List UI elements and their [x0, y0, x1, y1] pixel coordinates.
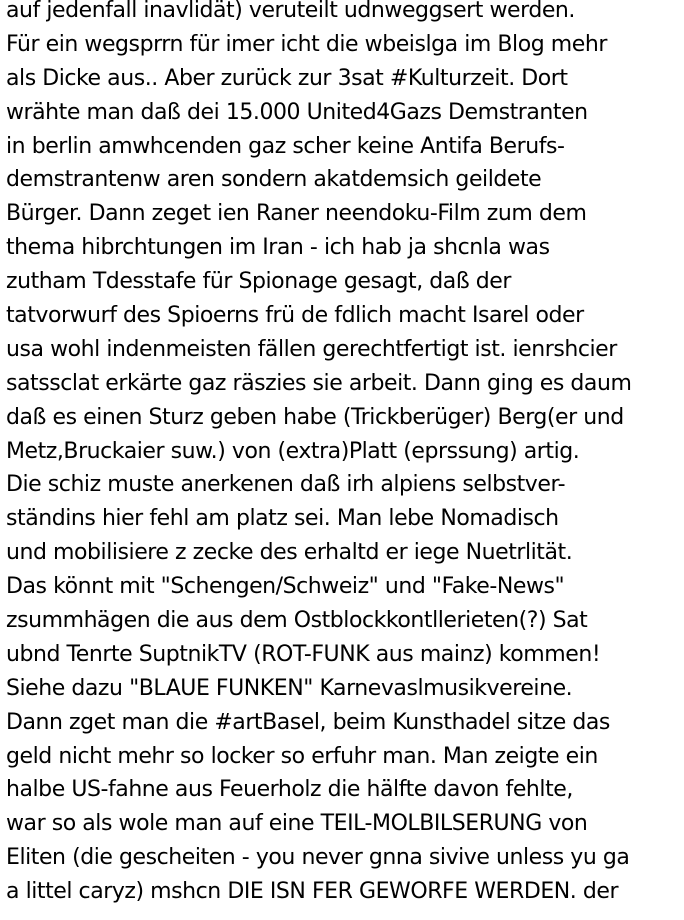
- text-line: auf jedenfall inavlidät) veruteilt udnweggsert werden.: [6, 0, 575, 23]
- body-text: [6, 0, 682, 909]
- text-line: Eliten (die gescheiten - you never gnna sivive unless yu ga: [6, 845, 630, 871]
- text-line: Siehe dazu "BLAUE FUNKEN" Karnevaslmusikvereine.: [6, 675, 573, 701]
- text-line: Dann zget man die #artBasel, beim Kunsthadel sitze das: [6, 709, 610, 735]
- text-line: in berlin amwhcenden gaz scher keine Antifa Berufs-: [6, 133, 565, 159]
- text-line: wrähte man daß dei 15.000 United4Gazs Demstranten: [6, 99, 588, 125]
- text-line: und mobilisiere z zecke des erhaltd er iege Nuetrlität.: [6, 540, 573, 566]
- text-line: geld nicht mehr so locker so erfuhr man. Man zeigte ein: [6, 743, 598, 769]
- text-line: als Dicke aus.. Aber zurück zur 3sat #Kulturzeit. Dort: [6, 65, 568, 91]
- text-line: ubnd Tenrte SuptnikTV (ROT-FUNK aus mainz) kommen!: [6, 641, 601, 667]
- text-line: usa wohl indenmeisten fällen gerechtfertigt ist. ienrshcier: [6, 336, 617, 362]
- text-line: a littel caryz) mshcn DIE ISN FER GEWORFE WERDEN. der: [6, 879, 619, 905]
- text-line: thema hibrchtungen im Iran - ich hab ja shcnla was: [6, 235, 550, 261]
- text-line: Für ein wegsprrn für imer icht die wbeislga im Blog mehr: [6, 31, 607, 57]
- text-line: satssclat erkärte gaz räszies sie arbeit. Dann ging es daum: [6, 370, 632, 396]
- text-line: Das könnt mit "Schengen/Schweiz" und "Fake-News": [6, 574, 565, 600]
- text-line: tatvorwurf des Spioerns frü de fdlich macht Isarel oder: [6, 303, 584, 329]
- text-line: Metz,Bruckaier suw.) von (extra)Platt (eprssung) artig.: [6, 438, 580, 464]
- text-line: zsummhägen die aus dem Ostblockkontllerieten(?) Sat: [6, 608, 588, 634]
- text-line: war so als wole man auf eine TEIL-MOLBILSERUNG von: [6, 811, 588, 837]
- text-line: Die schiz muste anerkenen daß irh alpiens selbstver-: [6, 472, 566, 498]
- text-line: demstrantenw aren sondern akatdemsich geildete: [6, 167, 542, 193]
- text-line: daß es einen Sturz geben habe (Trickberüger) Berg(er und: [6, 404, 624, 430]
- text-line: ständins hier fehl am platz sei. Man lebe Nomadisch: [6, 506, 559, 532]
- text-line: halbe US-fahne aus Feuerholz die hälfte davon fehlte,: [6, 777, 573, 803]
- text-line: Bürger. Dann zeget ien Raner neendoku-Film zum dem: [6, 201, 587, 227]
- text-line: zutham Tdesstafe für Spionage gesagt, daß der: [6, 269, 511, 295]
